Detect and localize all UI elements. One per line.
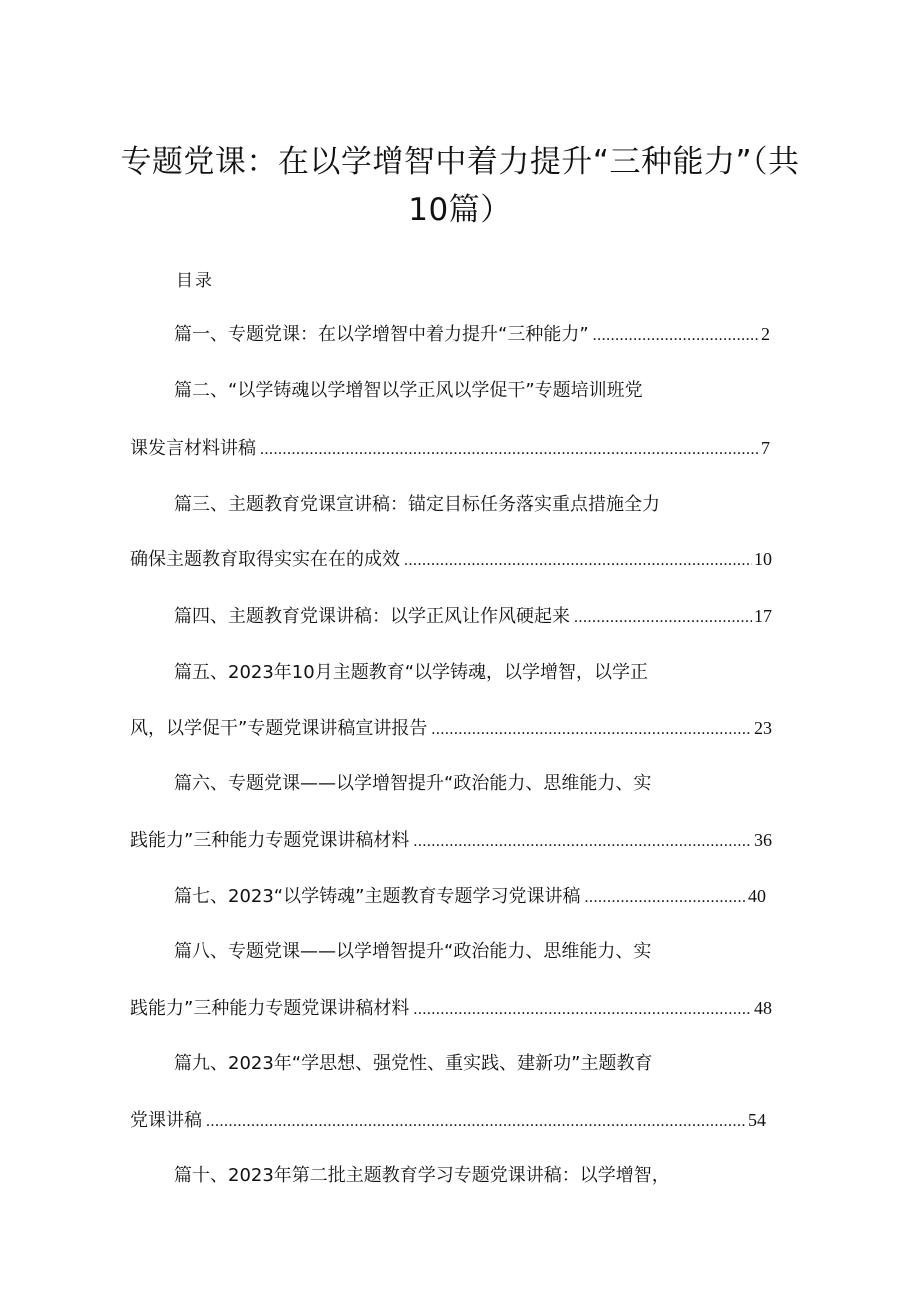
toc-entry-text: 篇一、专题党课：在以学增智中着力提升“三种能力”	[174, 324, 589, 345]
toc-entry-text: 风，以学促干”专题党课讲稿宣讲报告	[130, 718, 428, 739]
toc-entry-text: 践能力”三种能力专题党课讲稿材料	[130, 830, 410, 851]
toc-entry-7[interactable]	[174, 882, 766, 912]
toc-leader-dots	[413, 996, 752, 1024]
toc-entry-text: 篇七、2023“以学铸魂”主题教育专题学习党课讲稿	[174, 886, 581, 907]
document-title: 专题党课：在以学增智中着力提升“三种能力”（共10篇）	[120, 144, 800, 228]
toc-entry-2[interactable]: 篇二、“以学铸魂以学增智以学正风以学促干”专题培训班党	[174, 380, 643, 401]
toc-entry-4[interactable]	[174, 602, 772, 632]
toc-page-number: 48	[754, 998, 772, 1018]
toc-page-number: 36	[754, 830, 772, 850]
toc-entry-3[interactable]: 篇三、主题教育党课宣讲稿：锚定目标任务落实重点措施全力	[174, 494, 660, 515]
toc-entry-text: 党课讲稿	[130, 1110, 202, 1131]
toc-leader-dots	[593, 322, 759, 350]
toc-page-number: 54	[748, 1110, 766, 1130]
toc-leader-dots	[260, 436, 759, 464]
toc-leader-dots	[431, 716, 752, 744]
toc-entry-text: 践能力”三种能力专题党课讲稿材料	[130, 998, 410, 1019]
toc-page-number: 2	[761, 324, 770, 344]
toc-leader-dots	[574, 604, 752, 632]
toc-leader-dots	[206, 1108, 746, 1136]
toc-entry-9-continued[interactable]	[130, 1106, 766, 1136]
toc-entry-9[interactable]: 篇九、2023年“学思想、强党性、重实践、建新功”主题教育	[174, 1053, 653, 1074]
toc-entry-8[interactable]: 篇八、专题党课——以学增智提升“政治能力、思维能力、实	[174, 941, 652, 962]
toc-entry-1[interactable]	[174, 320, 770, 350]
toc-entry-text: 课发言材料讲稿	[130, 438, 256, 459]
toc-entry-2-continued[interactable]	[130, 434, 770, 464]
toc-page-number: 23	[754, 718, 772, 738]
toc-entry-6-continued[interactable]	[130, 826, 772, 856]
toc-entry-5[interactable]: 篇五、2023年10月主题教育“以学铸魂，以学增智，以学正	[174, 662, 649, 683]
toc-entry-10[interactable]: 篇十、2023年第二批主题教育学习专题党课讲稿：以学增智，	[174, 1165, 670, 1186]
toc-leader-dots	[584, 884, 746, 912]
toc-heading: 目录	[176, 271, 214, 291]
toc-entry-6[interactable]: 篇六、专题党课——以学增智提升“政治能力、思维能力、实	[174, 773, 652, 794]
toc-entry-8-continued[interactable]	[130, 994, 772, 1024]
toc-page-number: 10	[754, 549, 772, 569]
toc-entry-text: 确保主题教育取得实实在在的成效	[130, 549, 400, 570]
toc-page-number: 7	[761, 438, 770, 458]
toc-entry-3-continued[interactable]	[130, 545, 772, 575]
toc-leader-dots	[413, 828, 752, 856]
toc-page-number: 40	[748, 886, 766, 906]
toc-leader-dots	[404, 547, 752, 575]
toc-entry-text: 篇四、主题教育党课讲稿：以学正风让作风硬起来	[174, 606, 570, 627]
toc-page-number: 17	[754, 606, 772, 626]
toc-entry-5-continued[interactable]	[130, 714, 772, 744]
